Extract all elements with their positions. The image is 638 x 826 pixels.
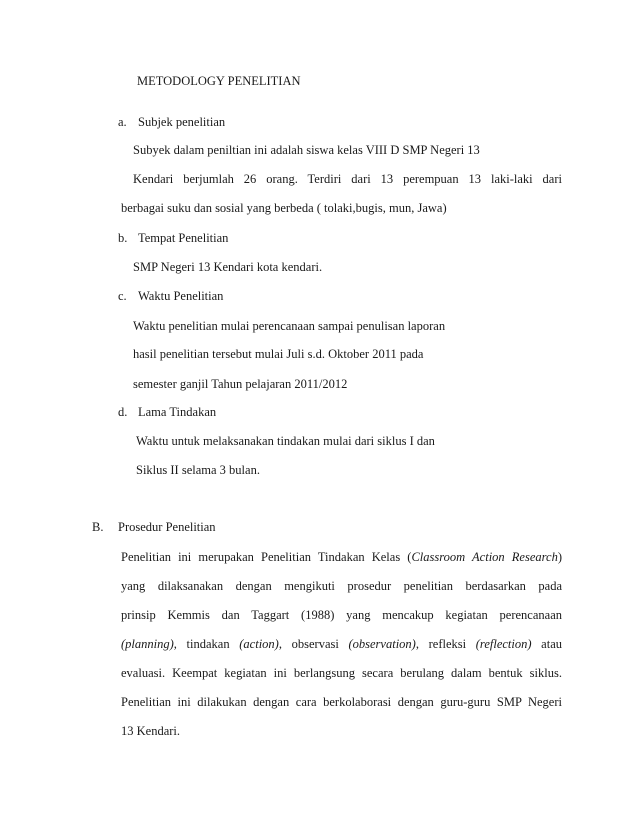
list-marker-a: a.	[118, 115, 127, 129]
paragraph-line: hasil penelitian tersebut mulai Juli s.d. Oktober 2011 pada	[133, 347, 424, 361]
italic-term: Classroom Action Research	[411, 550, 558, 564]
list-marker-d: d.	[118, 405, 128, 419]
paragraph-line: semester ganjil Tahun pelajaran 2011/2012	[133, 377, 348, 391]
text-run: atau	[531, 637, 563, 651]
paragraph-line	[121, 636, 562, 652]
paragraph-line: Waktu untuk melaksanakan tindakan mulai dari siklus I dan	[136, 434, 435, 448]
heading-tempat-penelitian: Tempat Penelitian	[138, 231, 229, 245]
heading-lama-tindakan: Lama Tindakan	[138, 405, 217, 419]
heading-subjek-penelitian: Subjek penelitian	[138, 115, 226, 129]
italic-term: (observation)	[348, 637, 416, 651]
paragraph-line: Waktu penelitian mulai perencanaan sampai penulisan laporan	[133, 319, 446, 333]
text-run: , tindakan	[173, 637, 240, 651]
list-marker-b: b.	[118, 231, 128, 245]
heading-waktu-penelitian: Waktu Penelitian	[138, 289, 224, 303]
paragraph-line: Siklus II selama 3 bulan.	[136, 463, 260, 477]
italic-term: (reflection)	[475, 637, 532, 651]
text-run: , observasi	[278, 637, 349, 651]
italic-term: (planning)	[121, 637, 174, 651]
text-run: Penelitian ini merupakan Penelitian Tindakan Kelas (	[121, 550, 412, 564]
paragraph-line: Subyek dalam peniltian ini adalah siswa kelas VIII D SMP Negeri 13	[133, 143, 480, 157]
paragraph-line: yang dilaksanakan dengan mengikuti prosedur penelitian berdasarkan pada	[121, 579, 562, 593]
text-run: )	[557, 550, 562, 564]
list-marker-c: c.	[118, 289, 127, 303]
paragraph-line: Kendari berjumlah 26 orang. Terdiri dari 13 perempuan 13 laki-laki dari	[133, 172, 562, 186]
paragraph-line: evaluasi. Keempat kegiatan ini berlangsung secara berulang dalam bentuk siklus.	[121, 666, 562, 680]
italic-term: (action)	[239, 637, 279, 651]
paragraph-line: SMP Negeri 13 Kendari kota kendari.	[133, 260, 323, 274]
paragraph-line: berbagai suku dan sosial yang berbeda ( tolaki,bugis, mun, Jawa)	[121, 201, 447, 215]
heading-prosedur-penelitian: Prosedur Penelitian	[118, 520, 216, 534]
text-run: , refleksi	[415, 637, 476, 651]
paragraph-line	[121, 549, 562, 565]
paragraph-line: prinsip Kemmis dan Taggart (1988) yang mencakup kegiatan perencanaan	[121, 608, 562, 622]
paragraph-line: Penelitian ini dilakukan dengan cara berkolaborasi dengan guru-guru SMP Negeri	[121, 695, 562, 709]
section-marker-b: B.	[92, 520, 104, 534]
paragraph-line: 13 Kendari.	[121, 724, 181, 738]
page-title: METODOLOGY PENELITIAN	[137, 74, 301, 88]
